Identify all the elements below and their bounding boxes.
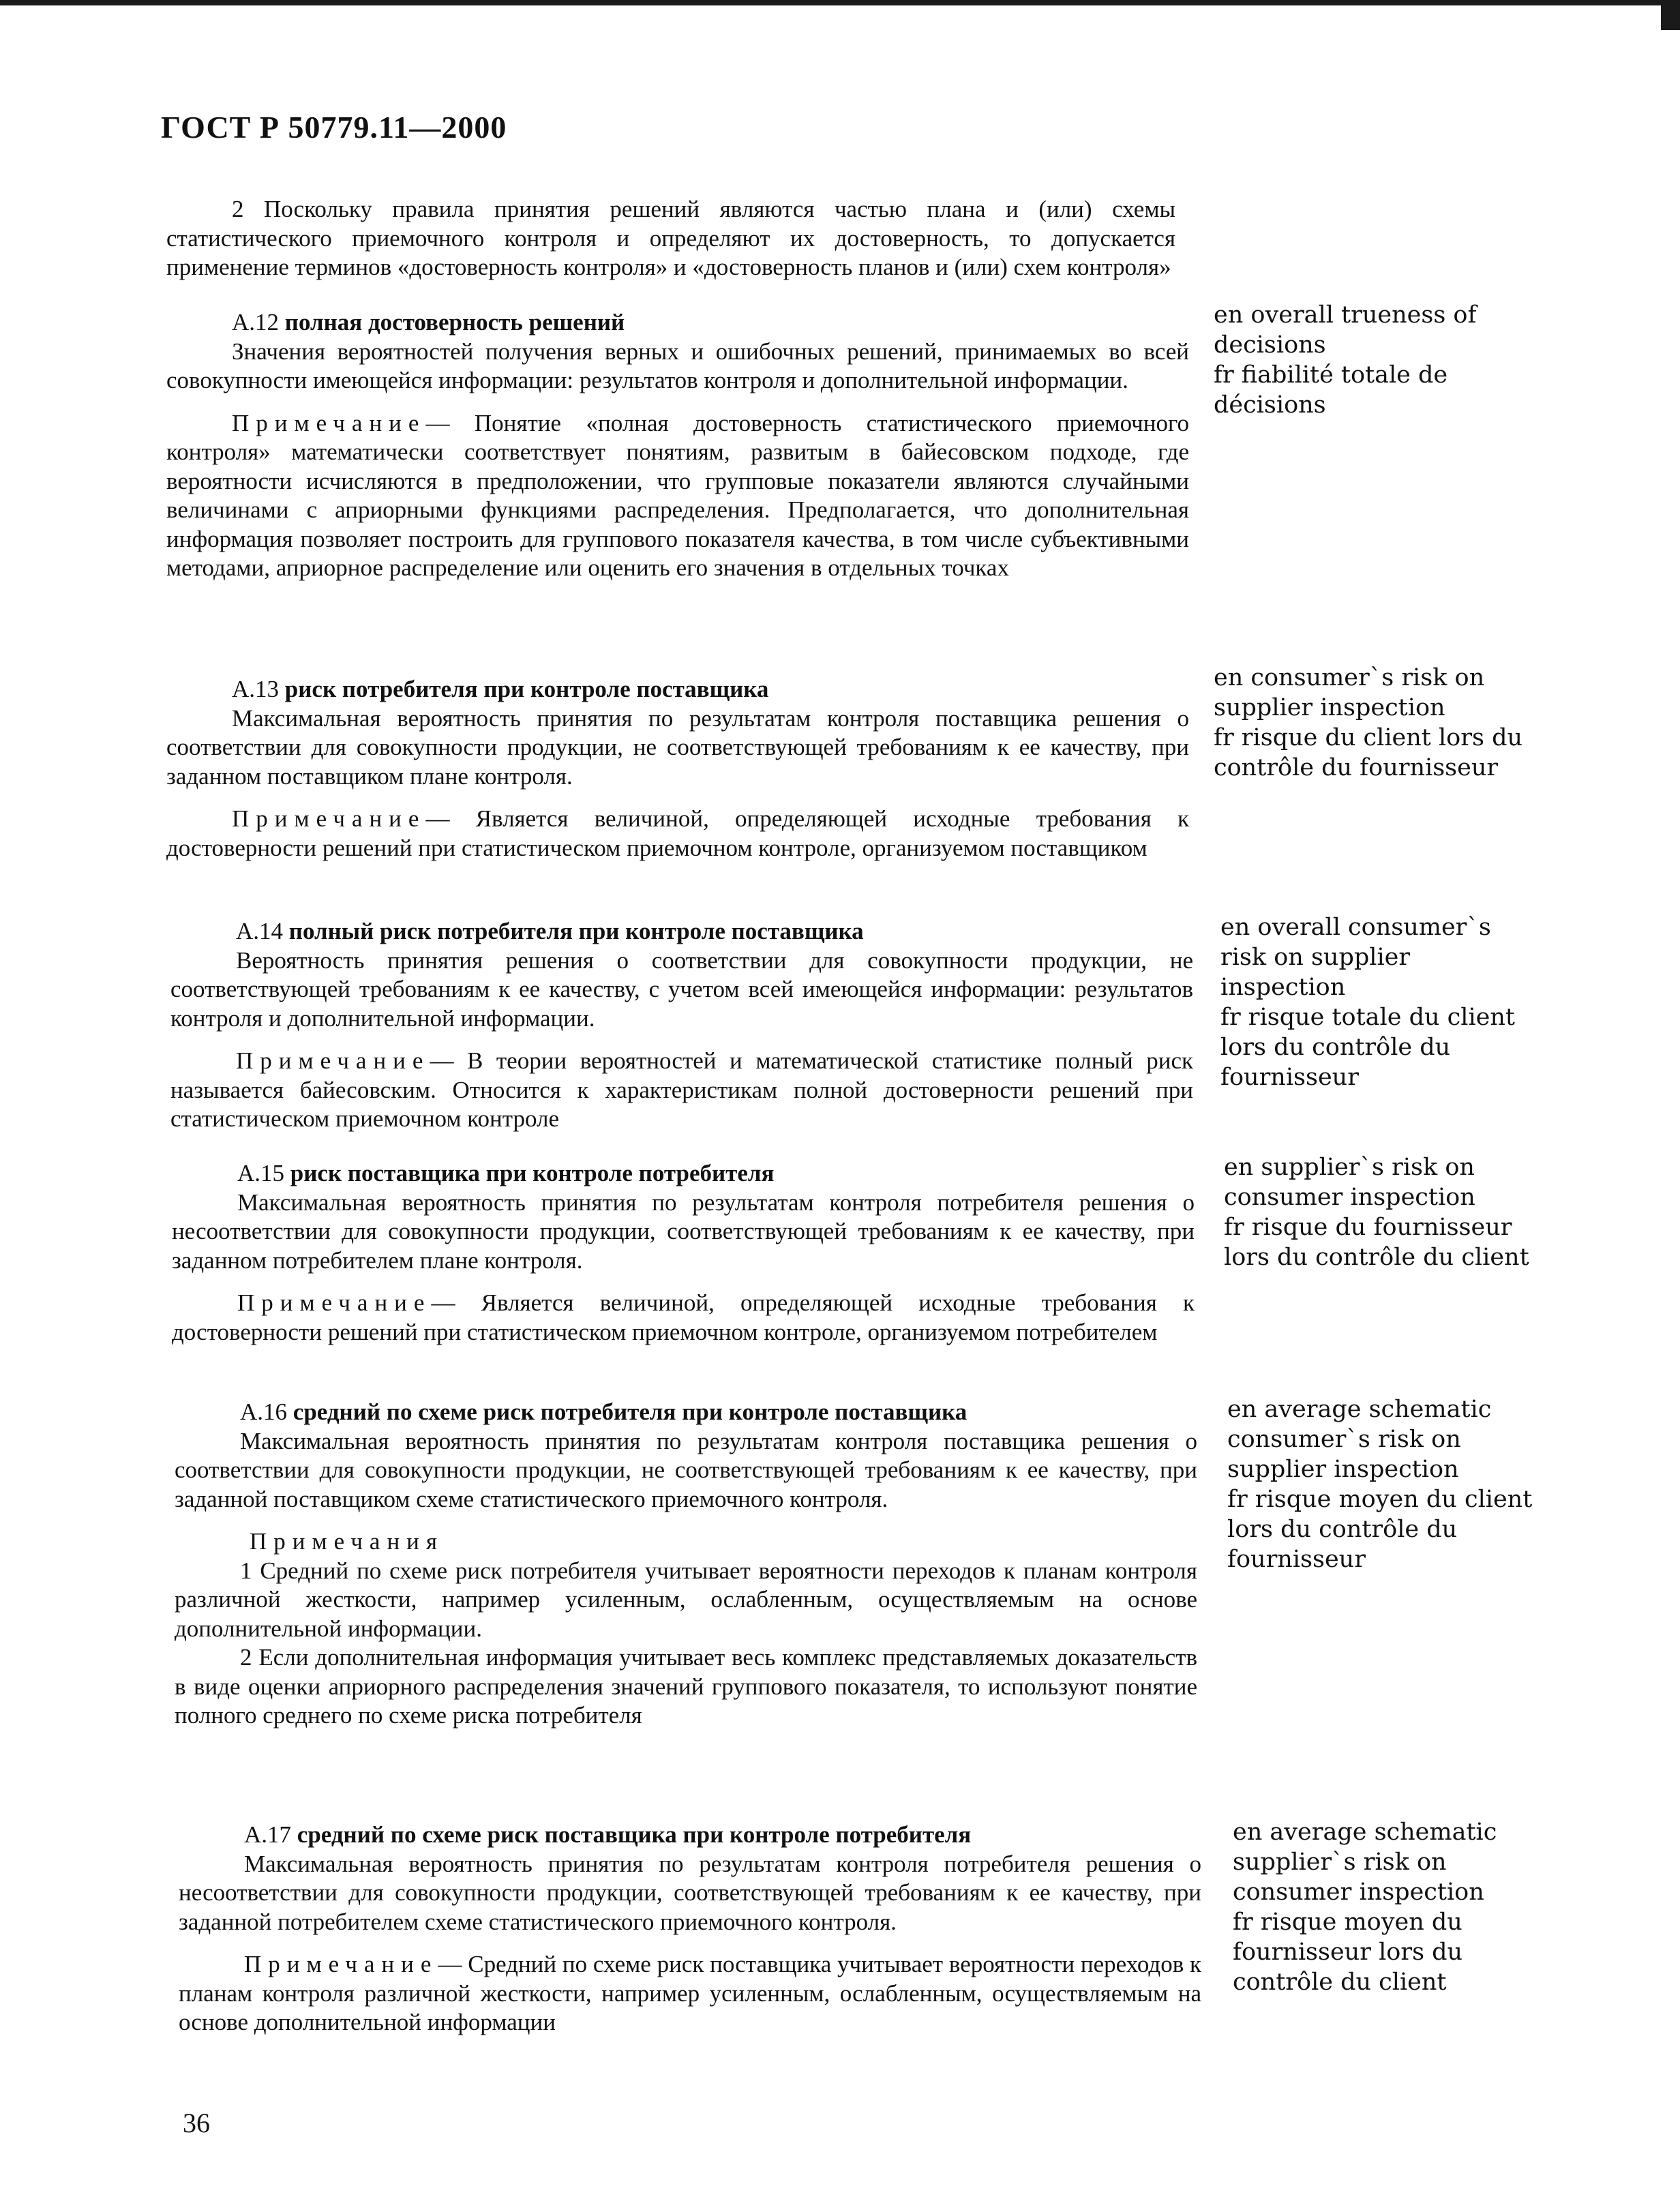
term-definition: Максимальная вероятность принятия по результатам контроля поставщика решения о соответствии для совокупности продукции, не соответствующей требованиям к ее качеству, при заданном поставщиком плане контроля. [166,704,1189,790]
term-number: А.12 [232,309,280,335]
english-equivalent: en consumer`s risk on supplier inspection [1214,664,1492,721]
note-label: Примечание [232,409,426,436]
equivalents-a14 [1220,912,1534,1092]
term-name: риск поставщика при контроле потребителя [290,1160,775,1186]
corner-scan-mark [1661,0,1680,30]
english-equivalent: en average schematic supplier`s risk on consumer inspection [1233,1819,1505,1906]
french-equivalent: fr fiabilité totale de décisions [1214,361,1456,419]
intro-note-text: 2 Поскольку правила принятия решений являются частью плана и (или) схемы статистического приемочного контроля и определяют их достоверность, то допускается применение терминов «достоверность контроля» и «достоверность планов и (или) схем контроля» [166,196,1175,280]
term-note [179,1950,1201,2037]
term-name: полная достоверность решений [284,309,625,335]
term-number: А.14 [236,918,284,944]
term-number: А.15 [237,1160,285,1186]
term-title [170,917,1193,946]
equivalents-a15 [1224,1152,1537,1272]
english-equivalent: en overall trueness of decisions [1214,301,1484,359]
term-name: риск потребителя при контроле поставщика [284,676,769,702]
english-equivalent: en overall consumer`s risk on supplier inspection [1220,914,1499,1001]
english-equivalent: en supplier`s risk on consumer inspection [1224,1154,1483,1211]
term-name: полный риск потребителя при контроле поставщика [288,918,864,944]
term-title [166,675,1189,704]
equivalents-a17 [1233,1817,1546,1997]
term-a17 [179,1821,1201,2037]
term-definition: Максимальная вероятность принятия по результатам контроля потребителя решения о несоответствии для совокупности продукции, соответствующей требованиям к ее качеству, при заданной потребителем схеме статистического приемочного контроля. [179,1850,1201,1935]
note-label: Примечание [244,1951,438,1977]
term-name: средний по схеме риск потребителя при контроле поставщика [292,1398,967,1425]
french-equivalent: fr risque moyen du client lors du contrôle du fournisseur [1227,1486,1540,1573]
term-number: А.17 [244,1821,292,1848]
term-title [172,1159,1195,1188]
french-equivalent: fr risque du client lors du contrôle du fournisseur [1214,724,1531,781]
term-title [166,308,1189,338]
term-a15 [172,1159,1195,1347]
note-text: — Является величиной, определяющей исходные требования к достоверности решений при статистическом приемочном контроле, организуемом поставщиком [166,805,1189,861]
term-note [170,1047,1193,1134]
term-definition: Значения вероятностей получения верных и ошибочных решений, принимаемых во всей совокупности имеющейся информации: результатов контроля и дополнительной информации. [166,338,1189,393]
term-a12 [166,308,1189,583]
term-title [179,1821,1201,1850]
term-definition: Максимальная вероятность принятия по результатам контроля потребителя решения о несоответствии для совокупности продукции, соответствующей требованиям к ее качеству, при заданном потребителем плане контроля. [172,1188,1195,1274]
note-text: — Является величиной, определяющей исходные требования к достоверности решений при статистическом приемочном контроле, организуемом потребителем [172,1289,1195,1345]
note-text: — Средний по схеме риск поставщика учитывает вероятности переходов к планам контроля различной жесткости, например усиленным, ослабленным, осуществляемым на основе дополнительной информации [179,1951,1201,2035]
top-scan-border [0,0,1680,5]
note-text: — Понятие «полная достоверность статистического приемочного контроля» математически соответствует понятиям, развитым в байесовском подходе, где вероятности исчисляются в предположении, что групповые показатели являются случайными величинами с априорными функциями распределения. Предполагается, что дополнительная информация позволяет построить для группового показателя качества, в том числе субъективными методами, априорное распределение или оценить его значения в отдельных точках [166,409,1189,581]
note-label: Примечание [232,805,426,832]
term-name: средний по схеме риск поставщика при контроле потребителя [297,1821,972,1848]
term-note [166,409,1189,583]
note-item-1: 1 Средний по схеме риск потребителя учитывает вероятности переходов к планам контроля различной жесткости, например усиленным, ослабленным, осуществляемым на основе дополнительной информации. [175,1557,1197,1642]
note-text: — В теории вероятностей и математической статистике полный риск называется байесовским. Относится к характеристикам полной достоверности решений при статистическом приемочном контроле [170,1047,1193,1132]
term-note [166,805,1189,863]
term-a13 [166,675,1189,863]
note-item-2: 2 Если дополнительная информация учитывает весь комплекс представляемых доказательств в виде оценки априорного распределения значений группового показателя, то используют понятие полного среднего по схеме риска потребителя [175,1644,1197,1729]
english-equivalent: en average schematic consumer`s risk on supplier inspection [1227,1396,1499,1483]
term-number: А.16 [240,1398,288,1425]
term-definition: Максимальная вероятность принятия по результатам контроля поставщика решения о соответствии для совокупности продукции, не соответствующей требованиям к ее качеству, при заданной поставщиком схеме статистического приемочного контроля. [175,1427,1197,1512]
note-label: Примечание [236,1047,430,1074]
term-title [175,1398,1197,1427]
french-equivalent: fr risque du fournisseur lors du contrôle du client [1224,1214,1529,1271]
equivalents-a13 [1214,663,1531,783]
term-number: А.13 [232,676,280,702]
term-definition: Вероятность принятия решения о соответствии для совокупности продукции, не соответствующей требованиям к ее качеству, с учетом всей имеющейся информации: результатов контроля и дополнительной информации. [170,946,1193,1032]
page-number: 36 [183,2108,210,2138]
standard-header: ГОСТ Р 50779.11—2000 [161,110,507,145]
term-note [172,1289,1195,1347]
french-equivalent: fr risque totale du client lors du contrôle du fournisseur [1220,1004,1523,1091]
note-label: Примечание [237,1289,432,1316]
french-equivalent: fr risque moyen du fournisseur lors du contrôle du client [1233,1909,1471,1996]
equivalents-a16 [1227,1394,1541,1574]
term-a16 [175,1398,1197,1731]
equivalents-a12 [1214,300,1527,420]
term-a14 [170,917,1193,1134]
intro-note [166,195,1175,282]
notes-label: Примечания [250,1528,445,1555]
